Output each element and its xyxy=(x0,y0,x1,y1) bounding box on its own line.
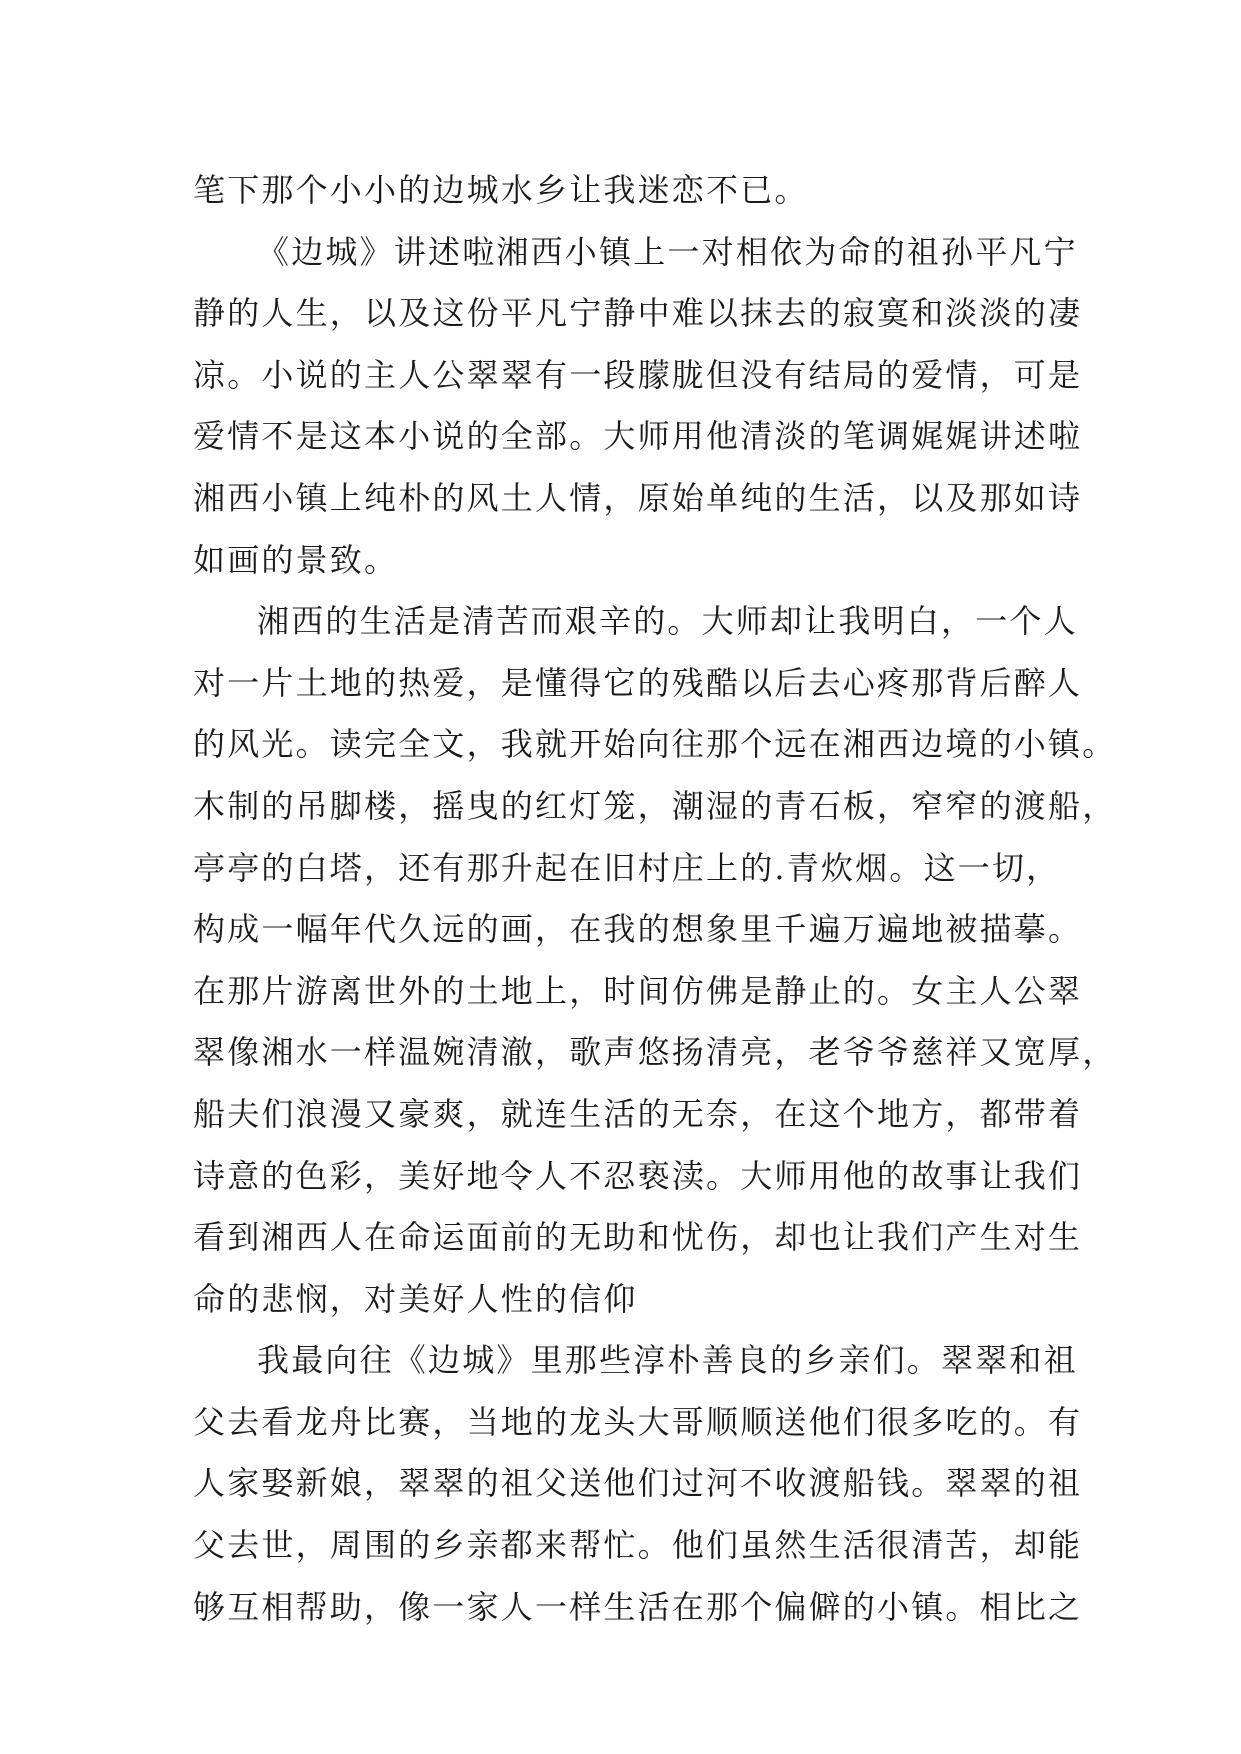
text-line: 父去看龙舟比赛，当地的龙头大哥顺顺送他们很多吃的。有 xyxy=(193,1402,1083,1441)
paragraph-first-line: 《边城》讲述啦湘西小镇上一对相依为命的祖孙平凡宁 xyxy=(257,232,1078,271)
text-line: 在那片游离世外的土地上，时间仿佛是静止的。女主人公翠 xyxy=(193,971,1083,1010)
text-line: 船夫们浪漫又豪爽，就连生活的无奈，在这个地方，都带着 xyxy=(193,1094,1083,1133)
paragraph-first-line: 湘西的生活是清苦而艰辛的。大师却让我明白，一个人 xyxy=(257,602,1078,641)
text-line: 如画的景致。 xyxy=(193,540,399,579)
text-line: 笔下那个小小的边城水乡让我迷恋不已。 xyxy=(193,171,809,209)
text-line: 翠像湘水一样温婉清澈，歌声悠扬清亮，老爷爷慈祥又宽厚， xyxy=(193,1033,1117,1072)
text-line: 看到湘西人在命运面前的无助和忧伤，却也让我们产生对生 xyxy=(193,1218,1083,1257)
text-line: 木制的吊脚楼，摇曳的红灯笼，潮湿的青石板，窄窄的渡船， xyxy=(193,786,1117,825)
text-line: 构成一幅年代久远的画，在我的想象里千遍万遍地被描摹。 xyxy=(193,910,1083,949)
text-line: 湘西小镇上纯朴的风土人情，原始单纯的生活，以及那如诗 xyxy=(193,478,1083,517)
text-line: 的风光。读完全文，我就开始向往那个远在湘西边境的小镇。 xyxy=(193,725,1117,764)
text-line: 够互相帮助，像一家人一样生活在那个偏僻的小镇。相比之 xyxy=(193,1587,1083,1626)
text-line: 命的悲悯，对美好人性的信仰 xyxy=(193,1279,638,1318)
text-line: 静的人生，以及这份平凡宁静中难以抹去的寂寞和淡淡的凄 xyxy=(193,294,1083,333)
text-line: 对一片土地的热爱，是懂得它的残酷以后去心疼那背后醉人 xyxy=(193,663,1083,702)
text-line: 父去世，周围的乡亲都来帮忙。他们虽然生活很清苦，却能 xyxy=(193,1526,1083,1565)
text-line: 亭亭的白塔，还有那升起在旧村庄上的.青炊烟。这一切， xyxy=(193,848,1061,887)
text-line: 凉。小说的主人公翠翠有一段朦胧但没有结局的爱情，可是 xyxy=(193,355,1083,394)
text-line: 诗意的色彩，美好地令人不忍亵渎。大师用他的故事让我们 xyxy=(193,1156,1083,1195)
body-text xyxy=(193,160,1117,1638)
text-line: 爱情不是这本小说的全部。大师用他清淡的笔调娓娓讲述啦 xyxy=(193,417,1083,456)
paragraph-first-line: 我最向往《边城》里那些淳朴善良的乡亲们。翠翠和祖 xyxy=(257,1341,1078,1380)
text-line: 人家娶新娘，翠翠的祖父送他们过河不收渡船钱。翠翠的祖 xyxy=(193,1464,1083,1503)
